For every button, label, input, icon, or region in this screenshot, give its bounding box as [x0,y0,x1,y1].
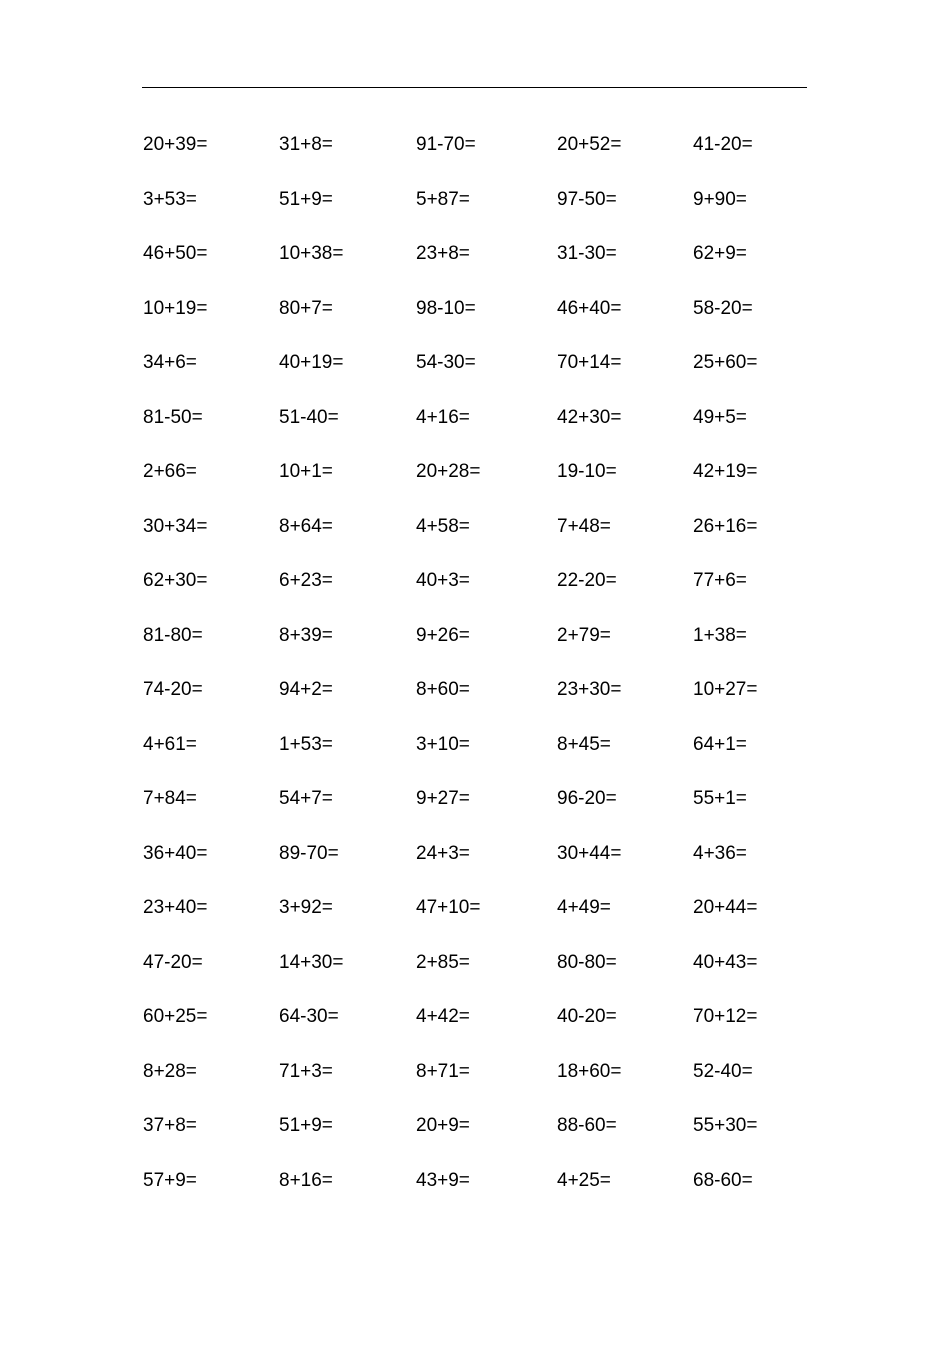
math-problem: 3+53= [143,189,197,210]
math-problem: 47-20= [143,952,203,973]
math-problem: 68-60= [693,1170,753,1191]
math-problem: 8+71= [416,1061,470,1082]
math-problem: 80+7= [279,298,333,319]
math-problem: 55+30= [693,1115,758,1136]
math-problem: 55+1= [693,788,747,809]
math-problem: 40+3= [416,570,470,591]
problem-row [0,951,950,975]
math-problem: 1+38= [693,625,747,646]
math-problem: 58-20= [693,298,753,319]
math-problem: 8+16= [279,1170,333,1191]
math-problem: 80-80= [557,952,617,973]
math-problem: 74-20= [143,679,203,700]
math-problem: 98-10= [416,298,476,319]
math-problem: 8+39= [279,625,333,646]
math-problem: 10+1= [279,461,333,482]
math-problem: 52-40= [693,1061,753,1082]
math-problem: 64-30= [279,1006,339,1027]
math-problem: 4+16= [416,407,470,428]
math-problem: 42+19= [693,461,758,482]
problem-row [0,842,950,866]
problem-row [0,406,950,430]
problem-row [0,569,950,593]
math-problem: 8+28= [143,1061,197,1082]
problem-row [0,787,950,811]
math-problem: 42+30= [557,407,622,428]
math-problem: 8+45= [557,734,611,755]
math-problem: 23+8= [416,243,470,264]
problem-row [0,242,950,266]
math-problem: 51+9= [279,1115,333,1136]
math-problem: 4+36= [693,843,747,864]
math-problem: 88-60= [557,1115,617,1136]
math-problem: 54-30= [416,352,476,373]
math-problem: 10+27= [693,679,758,700]
math-problem: 23+40= [143,897,208,918]
math-problem: 5+87= [416,189,470,210]
math-problem: 7+48= [557,516,611,537]
math-problem: 26+16= [693,516,758,537]
math-problem: 9+26= [416,625,470,646]
math-problem: 46+50= [143,243,208,264]
math-problem: 40-20= [557,1006,617,1027]
problem-row [0,460,950,484]
math-problem: 20+9= [416,1115,470,1136]
math-problem: 36+40= [143,843,208,864]
math-problem: 96-20= [557,788,617,809]
problem-row [0,351,950,375]
math-problem: 89-70= [279,843,339,864]
problem-row [0,1169,950,1193]
math-problem: 41-20= [693,134,753,155]
problem-row [0,733,950,757]
math-problem: 4+58= [416,516,470,537]
problem-row [0,515,950,539]
math-problem: 37+8= [143,1115,197,1136]
math-problem: 6+23= [279,570,333,591]
math-problem: 43+9= [416,1170,470,1191]
math-problem: 7+84= [143,788,197,809]
math-problem: 8+60= [416,679,470,700]
math-problem: 18+60= [557,1061,622,1082]
math-problem: 20+44= [693,897,758,918]
problem-row [0,297,950,321]
math-problem: 3+10= [416,734,470,755]
math-problem: 20+28= [416,461,481,482]
math-problem: 57+9= [143,1170,197,1191]
math-problem: 1+53= [279,734,333,755]
math-problem: 46+40= [557,298,622,319]
math-problem: 31+8= [279,134,333,155]
problem-row [0,1114,950,1138]
math-problem: 2+66= [143,461,197,482]
problem-row [0,188,950,212]
math-problem: 8+64= [279,516,333,537]
math-problem: 4+61= [143,734,197,755]
math-problem: 10+38= [279,243,344,264]
math-problem: 47+10= [416,897,481,918]
math-problem: 71+3= [279,1061,333,1082]
problem-row [0,678,950,702]
math-problem: 60+25= [143,1006,208,1027]
math-problem: 94+2= [279,679,333,700]
problem-row [0,1060,950,1084]
math-problem: 51+9= [279,189,333,210]
math-problem: 30+34= [143,516,208,537]
math-problem: 62+30= [143,570,208,591]
math-problem: 81-50= [143,407,203,428]
math-problem: 25+60= [693,352,758,373]
math-problem: 40+19= [279,352,344,373]
problem-row [0,1005,950,1029]
math-problem: 2+85= [416,952,470,973]
math-problem: 14+30= [279,952,344,973]
math-problem: 3+92= [279,897,333,918]
math-problem: 2+79= [557,625,611,646]
problem-row [0,624,950,648]
math-problem: 40+43= [693,952,758,973]
math-problem: 20+52= [557,134,622,155]
math-problem: 31-30= [557,243,617,264]
math-problem: 10+19= [143,298,208,319]
math-problem: 49+5= [693,407,747,428]
math-problem: 9+90= [693,189,747,210]
math-problem: 23+30= [557,679,622,700]
math-problem: 20+39= [143,134,208,155]
math-problem: 54+7= [279,788,333,809]
math-problem: 4+25= [557,1170,611,1191]
math-problem: 4+42= [416,1006,470,1027]
math-problem: 24+3= [416,843,470,864]
math-problem: 30+44= [557,843,622,864]
math-problem: 4+49= [557,897,611,918]
math-problem: 81-80= [143,625,203,646]
math-problem: 9+27= [416,788,470,809]
math-problem: 62+9= [693,243,747,264]
math-problem: 22-20= [557,570,617,591]
math-problem: 64+1= [693,734,747,755]
math-problem: 70+12= [693,1006,758,1027]
math-problem: 51-40= [279,407,339,428]
math-problem: 91-70= [416,134,476,155]
math-problem: 77+6= [693,570,747,591]
math-problem: 34+6= [143,352,197,373]
math-problem: 19-10= [557,461,617,482]
math-problem: 70+14= [557,352,622,373]
problem-row [0,133,950,157]
problem-row [0,896,950,920]
math-problem: 97-50= [557,189,617,210]
